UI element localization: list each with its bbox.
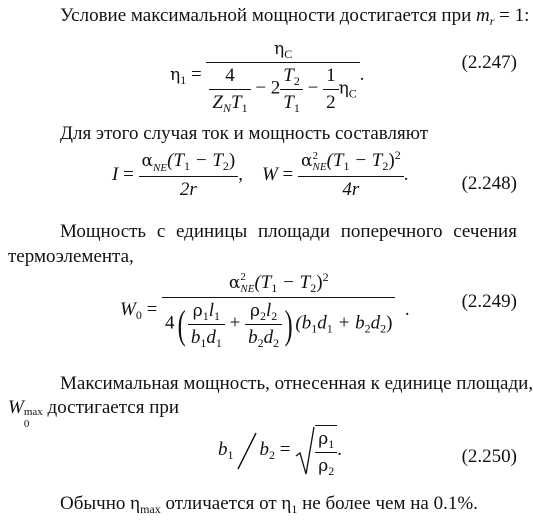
equation-number-2-248: (2.248)	[461, 173, 517, 194]
current-fraction: $\frac{\alpha NE(T_1 - T_2)}{2r}$	[139, 150, 239, 201]
paragraph-max-specific-power-line1: Максимальная мощность, отнесенная к единице площади,	[60, 373, 533, 394]
equation-number-2-249: (2.249)	[461, 291, 517, 312]
specific-power-fraction: α 2 NE $(T_1 - T_2)^2$ 4( $\frac{\rho_1l_1}{b_1d_1}$ + $\frac{\rho_2l_2}{b_2d_2}$ ) $(b_1d_1 + b_2d_2)$	[162, 272, 395, 349]
equation-2-250: $b_1$ $b_2$ = $\frac{\rho_1}{\rho_2}$ .	[218, 425, 342, 477]
paragraph-power-per-area-line2: термоэлемента,	[8, 246, 134, 267]
paragraph-current-and-power: Для этого случая ток и мощность составляют	[60, 123, 428, 144]
equation-2-249: $W_0$ = α 2 NE $(T_1 - T_2)^2$ 4( $\frac{\rho_1l_1}{b_1d_1}$ + $\frac{\rho_2l_2}{b_2d_2}$ ) $(b_1d_1 + b_2d_2)$ .	[120, 270, 410, 351]
paragraph-power-per-area-line1: Мощность с единицы площади поперечного сечения	[60, 221, 517, 242]
paragraph-max-specific-power-line2: W max 0 достигается при	[8, 397, 180, 430]
fraction-slash	[234, 431, 260, 471]
power-fraction: α 2 NE $(T_1 - T_2)^2$ 4r	[298, 150, 404, 200]
square-root: $\frac{\rho_1}{\rho_2}$	[295, 425, 337, 477]
paragraph-max-power-condition: Условие максимальной мощности достигается при $m_r = 1$:	[60, 5, 530, 28]
equation-2-247: $\eta_1$ = $\eta_C$ $\frac{4}{Z_NT_1}$ − 2 $\frac{T_2}{T_1}$ − $\frac{1}{2}$ $\eta_C$ .	[170, 39, 365, 115]
equation-number-2-250: (2.250)	[461, 446, 517, 467]
paragraph-efficiency-note: Обычно $\eta_{max}$ отличается от $\eta_1$ не более чем на 0.1%.	[60, 493, 478, 516]
equation-2-248: I = $\frac{\alpha NE(T_1 - T_2)}{2r}$ , W = α 2 NE $(T_1 - T_2)^2$ 4r .	[112, 148, 409, 200]
equation-number-2-247: (2.247)	[461, 52, 517, 73]
main-fraction: $\eta_C$ $\frac{4}{Z_NT_1}$ − 2 $\frac{T_2}{T_1}$ − $\frac{1}{2}$ $\eta_C$	[206, 38, 359, 114]
